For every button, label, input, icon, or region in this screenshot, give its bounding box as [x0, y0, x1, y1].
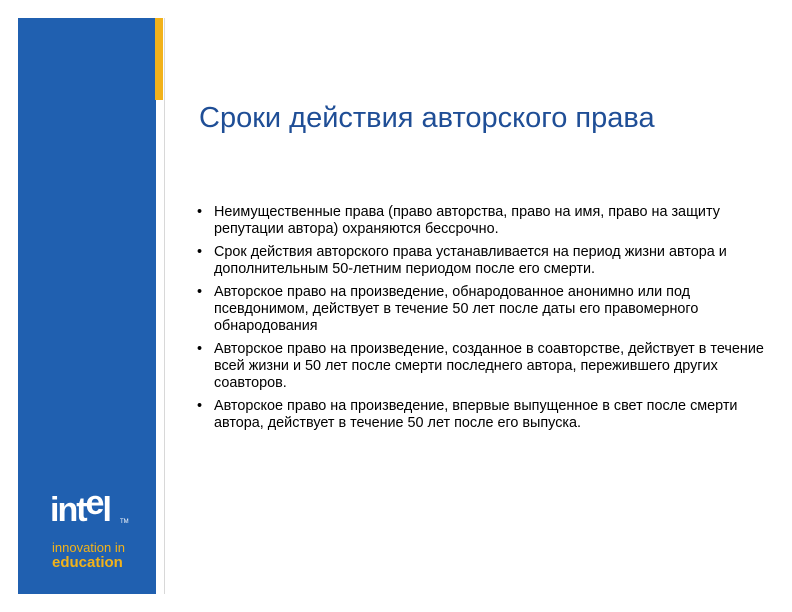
bullet-item: [197, 244, 772, 278]
logo-tagline-2: education: [52, 554, 123, 571]
logo-word-e: e: [85, 484, 103, 522]
accent-bar: [155, 18, 163, 100]
logo-tagline-1: innovation in: [52, 540, 125, 555]
bullet-item: [197, 341, 772, 392]
slide-title: Сроки действия авторского права: [199, 102, 655, 134]
intel-logo: [50, 484, 150, 580]
bullet-item: [197, 398, 772, 432]
bullet-dot: •: [197, 204, 203, 220]
logo-wordmark: [50, 484, 110, 530]
bullet-list: [197, 204, 772, 438]
bullet-dot: •: [197, 244, 203, 260]
logo-trademark: TM: [120, 519, 129, 525]
bullet-text: Авторское право на произведение, созданное в соавторстве, действует в течение всей жизни и 50 лет после смерти последнего автора, пережившего других соавторов.: [214, 341, 764, 391]
bullet-text: Авторское право на произведение, обнародованное анонимно или под псевдонимом, действует в течение 50 лет после даты его правомерного обнародования: [214, 284, 699, 334]
bullet-text: Неимущественные права (право авторства, право на имя, право на защиту репутации автора) охраняются бессрочно.: [214, 204, 720, 237]
divider: [164, 18, 165, 594]
bullet-dot: •: [197, 398, 203, 414]
bullet-text: Срок действия авторского права устанавливается на период жизни автора и дополнительным 50-летним периодом после его смерти.: [214, 244, 727, 277]
bullet-dot: •: [197, 341, 203, 357]
bullet-text: Авторское право на произведение, впервые выпущенное в свет после смерти автора, действует в течение 50 лет после его выпуска.: [214, 398, 738, 431]
bullet-item: [197, 284, 772, 335]
bullet-item: [197, 204, 772, 238]
logo-word-part-2: l: [102, 491, 110, 529]
logo-word-part-1: int: [50, 491, 86, 529]
bullet-dot: •: [197, 284, 203, 300]
